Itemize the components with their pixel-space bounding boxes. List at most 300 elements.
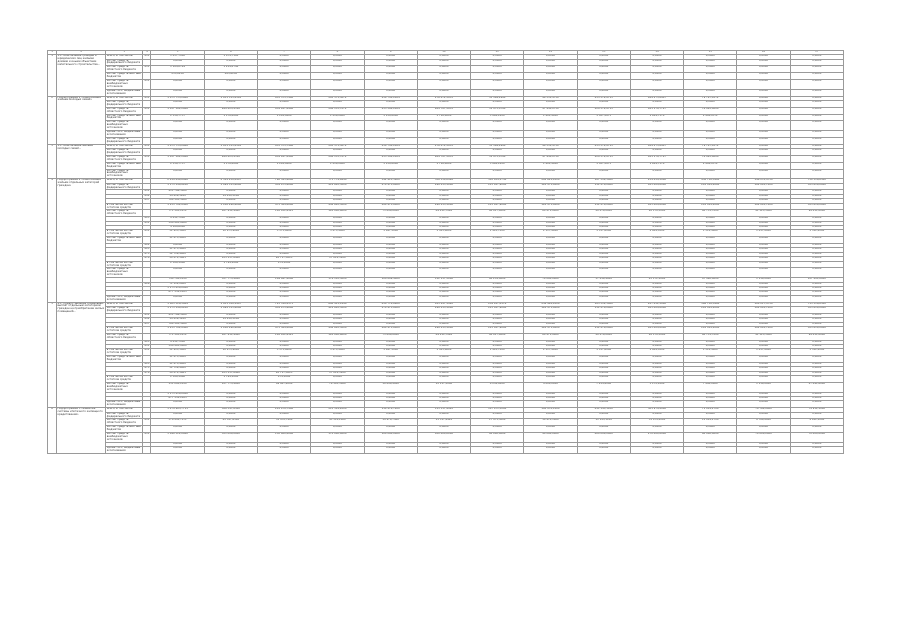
funding-source: Кроме того, бюджетные ассигнования xyxy=(106,131,143,138)
amount-cell: 11 475,9000 xyxy=(151,356,204,363)
amount-cell: 0,0000 xyxy=(311,169,364,179)
amount-cell: 284 975,6000 xyxy=(364,326,417,333)
amount-cell: 28 178,3000 xyxy=(630,210,683,217)
amount-cell: 276 472,5833 xyxy=(417,144,470,148)
amount-cell: 1 825 326,5684 xyxy=(151,302,204,306)
budget-code xyxy=(143,89,151,96)
amount-cell: 0,0000 xyxy=(311,217,364,221)
amount-cell: 0,0000 xyxy=(577,100,630,107)
funding-source: Всего, в том числе: xyxy=(106,408,143,412)
section-title: Подпрограмма 5 «Развитие системы ипотечного жилищного кредитования» xyxy=(57,408,106,454)
amount-cell: 0,0000 xyxy=(471,371,524,375)
amount-cell: 57 414,4000 xyxy=(577,278,630,282)
amount-cell: 523 614,0000 xyxy=(790,183,843,190)
amount-cell: 0,0000 xyxy=(311,80,364,90)
amount-cell: 0,0000 xyxy=(630,199,683,203)
amount-cell: 0,0000 xyxy=(524,313,577,317)
amount-cell: 80 817,4000 xyxy=(471,333,524,340)
amount-cell: 0,0000 xyxy=(524,291,577,295)
amount-cell: 235 572,8715 xyxy=(577,144,630,148)
amount-cell: 0,0000 xyxy=(630,397,683,401)
amount-cell: 41 123,5000 xyxy=(737,333,790,340)
amount-cell: 0,0000 xyxy=(524,149,577,156)
budget-code xyxy=(143,268,151,278)
amount-cell: 32 719,4000 xyxy=(151,367,204,371)
amount-cell: 0,0000 xyxy=(737,131,790,138)
amount-cell: 84 412,7826 xyxy=(417,210,470,217)
budget-code: 811 xyxy=(144,96,150,99)
amount-cell: 0,0000 xyxy=(684,252,737,256)
amount-cell: 0,0000 xyxy=(524,221,577,225)
amount-cell: 935 375,7400 xyxy=(258,96,311,100)
amount-cell: 750 516,6500 xyxy=(790,179,843,183)
amount-cell: 65 547,6500 xyxy=(204,419,257,426)
amount-cell: 0,0000 xyxy=(630,313,683,317)
amount-cell: 87 990,0000 xyxy=(684,278,737,282)
amount-cell: 125 137,6400 xyxy=(204,371,257,375)
amount-cell: 1 037 162,2688 xyxy=(151,107,204,114)
amount-cell: 1 176,0000 xyxy=(204,114,257,121)
amount-cell: 0,0000 xyxy=(577,190,630,194)
amount-cell: 0,0000 xyxy=(684,149,737,156)
amount-cell: 1 415,8000 xyxy=(417,349,470,356)
amount-cell: 0,0000 xyxy=(471,121,524,131)
amount-cell: 0,0000 xyxy=(524,66,577,73)
amount-cell: 415 247,1420 xyxy=(417,302,470,306)
amount-cell: 0,0000 xyxy=(577,252,630,256)
amount-cell: 0,0000 xyxy=(737,322,790,326)
amount-cell: 3 894,2200 xyxy=(471,114,524,121)
amount-cell: 0,0000 xyxy=(417,199,470,203)
funding-source: Кроме того, бюджетные ассигнования xyxy=(106,447,143,454)
amount-cell: 0,0000 xyxy=(630,322,683,326)
amount-cell: 0,0000 xyxy=(364,80,417,90)
amount-cell: 0,0000 xyxy=(790,226,843,230)
amount-cell: 0,0000 xyxy=(524,397,577,401)
amount-cell: 0,0000 xyxy=(311,367,364,371)
amount-cell: 3 172,1000 xyxy=(630,382,683,392)
amount-cell: 0,0000 xyxy=(471,149,524,156)
amount-cell: 71 112,0000 xyxy=(151,282,204,286)
amount-cell: 0,0000 xyxy=(471,356,524,363)
amount-cell: 0,0000 xyxy=(790,114,843,121)
amount-cell: 3 173 419,0000 xyxy=(151,286,204,290)
amount-cell: 282 641,4520 xyxy=(524,179,577,183)
amount-cell: 0,0000 xyxy=(684,199,737,203)
amount-cell: 0,0000 xyxy=(577,356,630,363)
amount-cell: 276 472,5833 xyxy=(417,96,470,100)
amount-cell: 0,0000 xyxy=(311,66,364,73)
funding-source: за счет средств внебюджетных источников xyxy=(106,268,143,278)
amount-cell: 0,0000 xyxy=(417,226,470,230)
amount-cell: 0,0000 xyxy=(577,169,630,179)
amount-cell: 0,0000 xyxy=(790,217,843,221)
amount-cell: 0,0000 xyxy=(364,268,417,278)
funding-source: за счет средств федерального бюджета xyxy=(106,149,143,156)
amount-cell: 0,0000 xyxy=(630,80,683,90)
amount-cell: 0,0000 xyxy=(311,226,364,230)
amount-cell: 523 614,0000 xyxy=(790,326,843,333)
amount-cell: 0,0000 xyxy=(790,344,843,348)
amount-cell: 523 614,0000 xyxy=(790,306,843,313)
amount-cell: 1 614,7570 xyxy=(630,162,683,169)
amount-cell: 0,0000 xyxy=(684,447,737,454)
amount-cell: 0,0000 xyxy=(524,282,577,286)
amount-cell: 151 000,2030 xyxy=(151,382,204,392)
amount-cell: 0,0000 xyxy=(737,291,790,295)
amount-cell: 764 185,5000 xyxy=(151,199,204,203)
amount-cell: 0,0000 xyxy=(311,397,364,401)
amount-cell: 0,0000 xyxy=(364,340,417,344)
funding-source: за счет средств внебюджетных источников xyxy=(106,382,143,392)
amount-cell: 0,0000 xyxy=(524,340,577,344)
amount-cell: 0,0000 xyxy=(471,73,524,80)
table-row xyxy=(48,59,844,66)
amount-cell: 0,0000 xyxy=(364,149,417,156)
funding-source: за счет средств местных бюджетов xyxy=(106,114,141,120)
amount-cell: 1 031 515,4316 xyxy=(204,96,257,100)
amount-cell: 434 475,6000 xyxy=(258,306,311,313)
amount-cell: 47 950,0750 xyxy=(524,155,577,162)
amount-cell: 1 214,0744 xyxy=(204,66,257,73)
amount-cell: 75 899,8000 xyxy=(364,333,417,340)
amount-cell: 0,0000 xyxy=(790,426,843,433)
funding-source: Всего, в том числе: xyxy=(106,179,143,183)
amount-cell: 228 572,8715 xyxy=(577,107,630,114)
amount-cell: 0,0000 xyxy=(364,66,417,73)
amount-cell: 1 387,5675 xyxy=(577,114,630,121)
amount-cell: 442 663,3000 xyxy=(311,326,364,333)
budget-code xyxy=(143,100,151,107)
amount-cell: 0,0000 xyxy=(471,217,524,221)
amount-cell: 1 031 515,4316 xyxy=(204,144,257,148)
amount-cell: 298 215,1000 xyxy=(417,183,470,190)
amount-cell: 0,0000 xyxy=(204,356,257,363)
amount-cell: 0,0000 xyxy=(630,257,683,261)
amount-cell: 0,0000 xyxy=(524,252,577,256)
amount-cell: 0,0000 xyxy=(630,442,683,446)
amount-cell: 0,0000 xyxy=(151,295,204,302)
amount-cell: 398 465,8000 xyxy=(151,221,204,225)
funding-source: в том числе за счет остатков средств xyxy=(106,230,143,237)
amount-cell: 0,0000 xyxy=(417,356,470,363)
funding-source: за счет средств федерального бюджета xyxy=(106,183,143,190)
amount-cell: 0,0000 xyxy=(577,199,630,203)
amount-cell: 1 412,7000 xyxy=(471,230,524,237)
amount-cell: 0,0000 xyxy=(258,149,311,156)
amount-cell: 411 766,5000 xyxy=(151,190,204,194)
amount-cell: 291 914,2000 xyxy=(684,326,737,333)
amount-cell: 0,0000 xyxy=(204,59,257,66)
amount-cell: 0,0000 xyxy=(790,257,843,261)
amount-cell: 0,0000 xyxy=(258,221,311,225)
amount-cell: 0,0000 xyxy=(524,244,577,248)
funding-source: за счет средств внебюджетных источников xyxy=(106,80,143,90)
amount-cell: 0,0000 xyxy=(524,190,577,194)
amount-cell: 0,0000 xyxy=(684,226,737,230)
amount-cell: 0,0000 xyxy=(258,89,311,96)
amount-cell: 1 794,1000 xyxy=(204,376,257,383)
amount-cell: 0,0000 xyxy=(364,237,417,244)
amount-cell: 0,0000 xyxy=(790,295,843,302)
budget-code xyxy=(143,356,151,363)
amount-cell: 0,0000 xyxy=(524,401,577,408)
amount-cell: 0,0000 xyxy=(311,392,364,396)
amount-cell: 11 475,9000 xyxy=(151,362,204,366)
amount-cell: 0,0000 xyxy=(364,295,417,302)
amount-cell: 116 052,6125 xyxy=(258,210,311,217)
amount-cell: 60 751,7000 xyxy=(684,210,737,217)
amount-cell: 0,0000 xyxy=(417,401,470,408)
amount-cell: 0,0000 xyxy=(204,252,257,256)
amount-cell: 0,0000 xyxy=(151,442,204,446)
amount-cell: 400 000,0000 xyxy=(577,433,630,443)
amount-cell: 285 371,5072 xyxy=(311,96,364,100)
amount-cell: 0,0000 xyxy=(684,291,737,295)
amount-cell: 127 491,6000 xyxy=(790,278,843,282)
amount-cell: 0,0000 xyxy=(524,55,577,59)
amount-cell: 0,0000 xyxy=(577,376,630,383)
amount-cell: 0,0000 xyxy=(151,426,204,433)
amount-cell: 0,0000 xyxy=(737,89,790,96)
budget-code: 825 xyxy=(144,340,150,343)
amount-cell: 2 414 444,6968 xyxy=(151,179,204,183)
amount-cell: 0,0000 xyxy=(364,426,417,433)
amount-cell: 0,0000 xyxy=(524,131,577,138)
amount-cell: 0,0000 xyxy=(311,190,364,194)
amount-cell: 0,0000 xyxy=(790,96,843,100)
amount-cell: 127 773,4000 xyxy=(204,382,257,392)
amount-cell: 1 235 782,8400 xyxy=(151,326,204,333)
table-row xyxy=(48,412,844,419)
amount-cell: 0,0000 xyxy=(577,344,630,348)
amount-cell: 0,0000 xyxy=(630,237,683,244)
amount-cell: 125 137,6400 xyxy=(204,257,257,261)
amount-cell: 0,0000 xyxy=(151,268,204,278)
amount-cell: 128 471,8000 xyxy=(524,203,577,210)
budget-code: 811 xyxy=(143,155,151,162)
amount-cell: 790 343,6000 xyxy=(258,179,311,183)
amount-cell: 274 975,6000 xyxy=(364,183,417,190)
budget-code xyxy=(143,121,151,131)
budget-code: 875 xyxy=(144,366,150,370)
amount-cell: 0,0000 xyxy=(258,291,311,295)
amount-cell: 0,0000 xyxy=(471,362,524,366)
amount-cell: 71 014,2700 xyxy=(684,408,737,412)
header-cell: 7 xyxy=(258,51,311,55)
amount-cell: 0,0000 xyxy=(471,244,524,248)
budget-code xyxy=(143,149,151,156)
amount-cell: 0,0000 xyxy=(630,376,683,383)
amount-cell: 104 041,7000 xyxy=(737,203,790,210)
amount-cell: 0,0000 xyxy=(364,376,417,383)
amount-cell: 0,0000 xyxy=(471,252,524,256)
amount-cell: 104 041,7000 xyxy=(737,306,790,313)
amount-cell: 3 894,2200 xyxy=(471,162,524,169)
amount-cell: 0,0000 xyxy=(417,244,470,248)
amount-cell: 0,0000 xyxy=(684,362,737,366)
amount-cell: 0,0000 xyxy=(417,55,470,59)
amount-cell: 949 425,4316 xyxy=(204,155,257,162)
budget-table-sheet xyxy=(47,50,844,540)
amount-cell: 0,0000 xyxy=(737,149,790,156)
amount-cell: 99 411,0000 xyxy=(790,333,843,340)
amount-cell: 0,0000 xyxy=(311,100,364,107)
amount-cell: 0,0000 xyxy=(577,73,630,80)
amount-cell: 0,0000 xyxy=(684,80,737,90)
amount-cell: 32 719,4000 xyxy=(151,252,204,256)
amount-cell: 163 004,0000 xyxy=(630,183,683,190)
header-cell: 4 xyxy=(143,51,151,55)
amount-cell: 0,0000 xyxy=(790,291,843,295)
amount-cell: 0,0000 xyxy=(258,447,311,454)
amount-cell: 0,0000 xyxy=(258,237,311,244)
amount-cell: 0,0000 xyxy=(524,137,577,144)
amount-cell: 0,0000 xyxy=(790,268,843,278)
amount-cell: 0,0000 xyxy=(684,73,737,80)
amount-cell: 0,0000 xyxy=(684,217,737,221)
funding-source: в том числе за счет остатков средств xyxy=(106,349,143,356)
header-cell: 12 xyxy=(524,51,577,55)
funding-source: за счет средств местных бюджетов xyxy=(106,72,141,79)
funding-source: за счет средств федерального бюджета xyxy=(106,412,143,419)
amount-cell: 43 172,1000 xyxy=(630,278,683,282)
amount-cell: 834 167,8400 xyxy=(258,107,311,114)
amount-cell: 0,0000 xyxy=(311,244,364,248)
amount-cell: 0,0000 xyxy=(364,100,417,107)
amount-cell: 949 425,4316 xyxy=(204,107,257,114)
amount-cell: 0,0000 xyxy=(258,344,311,348)
amount-cell: 0,0000 xyxy=(684,221,737,225)
amount-cell: 0,0000 xyxy=(258,59,311,66)
table-row xyxy=(48,210,844,217)
amount-cell: 1 412,7000 xyxy=(471,349,524,356)
amount-cell: 0,0000 xyxy=(790,318,843,322)
budget-code: 811 xyxy=(144,54,150,58)
amount-cell: 0,0000 xyxy=(258,190,311,194)
funding-source: за счет средств внебюджетных источников xyxy=(106,121,143,131)
amount-cell: 0,0000 xyxy=(471,66,524,73)
amount-cell: 301 974,2000 xyxy=(630,408,683,412)
amount-cell: 0,0000 xyxy=(630,244,683,248)
budget-code xyxy=(143,306,151,313)
amount-cell: 0,0000 xyxy=(524,447,577,454)
amount-cell: 0,0000 xyxy=(258,248,311,252)
amount-cell: 771 185,2672 xyxy=(151,210,204,217)
table-row xyxy=(48,426,844,433)
budget-code xyxy=(143,131,151,138)
amount-cell: 112 478,0000 xyxy=(577,183,630,190)
amount-cell: 0,0000 xyxy=(258,199,311,203)
amount-cell: 0,0000 xyxy=(524,100,577,107)
amount-cell: 0,0000 xyxy=(577,291,630,295)
amount-cell: 0,0000 xyxy=(790,261,843,268)
amount-cell: 0,0000 xyxy=(630,100,683,107)
amount-cell: 0,0000 xyxy=(417,121,470,131)
amount-cell: 50 271,5961 xyxy=(151,257,204,261)
amount-cell: 0,0000 xyxy=(737,155,790,162)
amount-cell: 0,0000 xyxy=(204,89,257,96)
amount-cell: 0,0000 xyxy=(790,131,843,138)
amount-cell: 0,0000 xyxy=(737,194,790,198)
amount-cell: 0,0000 xyxy=(151,137,204,144)
amount-cell: 1 517,8000 xyxy=(577,230,630,237)
amount-cell: 1 479,7100 xyxy=(204,55,257,59)
amount-cell: 0,0000 xyxy=(737,237,790,244)
amount-cell: 0,0000 xyxy=(311,313,364,317)
amount-cell: 189 847,4000 xyxy=(258,278,311,282)
amount-cell: 0,0000 xyxy=(684,137,737,144)
amount-cell: 0,0000 xyxy=(151,401,204,408)
funding-source: за счет средств областного бюджета xyxy=(106,210,143,217)
amount-cell: 0,0000 xyxy=(311,73,364,80)
amount-cell: 0,0000 xyxy=(258,340,311,344)
amount-cell: 0,0000 xyxy=(204,401,257,408)
funding-source: за счет средств местных бюджетов xyxy=(106,236,141,243)
amount-cell: 213 817,9000 xyxy=(471,306,524,313)
amount-cell: 0,0000 xyxy=(364,318,417,322)
amount-cell: 0,0000 xyxy=(258,73,311,80)
amount-cell: 0,0000 xyxy=(417,190,470,194)
table-row xyxy=(48,382,844,392)
amount-cell: 161 178,7797 xyxy=(630,155,683,162)
amount-cell: 0,0000 xyxy=(471,221,524,225)
budget-code xyxy=(143,382,151,392)
amount-cell: 0,0000 xyxy=(790,237,843,244)
table-row xyxy=(48,149,844,156)
amount-cell: 0,0000 xyxy=(364,248,417,252)
amount-cell: 0,0000 xyxy=(417,268,470,278)
amount-cell: 0,0000 xyxy=(790,89,843,96)
amount-cell: 0,0000 xyxy=(364,344,417,348)
amount-cell: 0,0000 xyxy=(790,392,843,396)
amount-cell: 0,0000 xyxy=(471,131,524,138)
amount-cell: 0,0000 xyxy=(258,356,311,363)
amount-cell: 0,0000 xyxy=(790,442,843,446)
amount-cell: 10 975,9000 xyxy=(204,230,257,237)
amount-cell: 0,0000 xyxy=(737,80,790,90)
amount-cell: 90 000,0000 xyxy=(524,433,577,443)
amount-cell: 284 153,7072 xyxy=(311,107,364,114)
amount-cell: 0,0000 xyxy=(737,257,790,261)
amount-cell: 1 094 513,6000 xyxy=(204,306,257,313)
funding-source: за счет средств областного бюджета xyxy=(106,155,143,162)
amount-cell: 116 052,6125 xyxy=(258,333,311,340)
budget-code: 811 xyxy=(144,221,150,224)
table-row xyxy=(48,107,844,114)
amount-cell: 0,0000 xyxy=(737,371,790,375)
amount-cell: 0,0000 xyxy=(737,367,790,371)
amount-cell: 5 575,6000 xyxy=(258,349,311,356)
amount-cell: 0,0000 xyxy=(471,367,524,371)
budget-code xyxy=(143,261,151,268)
amount-cell: 0,0000 xyxy=(364,401,417,408)
amount-cell: 0,0000 xyxy=(524,392,577,396)
amount-cell: 740 700,2030 xyxy=(151,278,204,282)
amount-cell: 0,0000 xyxy=(577,340,630,344)
amount-cell: 0,0000 xyxy=(204,362,257,366)
amount-cell: 89 847,4000 xyxy=(258,382,311,392)
amount-cell: 112 478,0000 xyxy=(577,306,630,313)
amount-cell: 0,0000 xyxy=(417,73,470,80)
amount-cell: 0,0000 xyxy=(737,217,790,221)
amount-cell: 0,0000 xyxy=(471,80,524,90)
amount-cell: 2 386,1880 xyxy=(151,376,204,383)
amount-cell: 0,0000 xyxy=(630,252,683,256)
amount-cell: 1 897,3000 xyxy=(364,230,417,237)
amount-cell: 1 218,0000 xyxy=(311,162,364,169)
amount-cell: 80 817,4000 xyxy=(471,210,524,217)
